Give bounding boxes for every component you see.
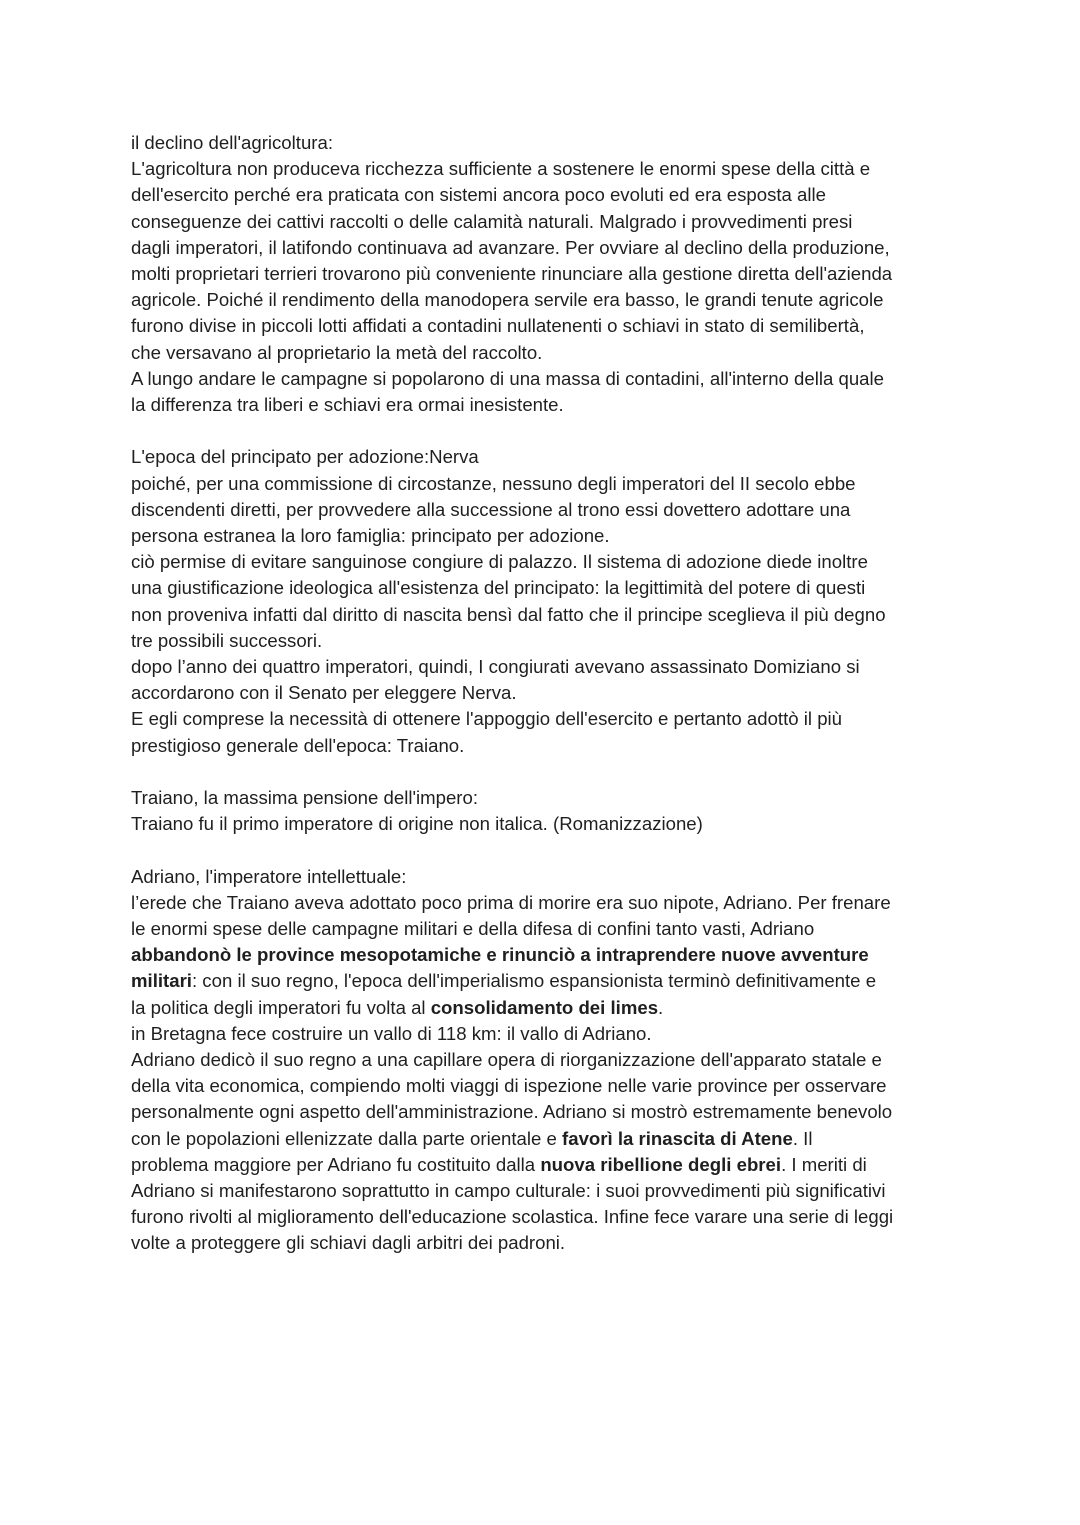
text-line xyxy=(131,811,961,837)
text-line xyxy=(131,313,961,339)
text-run: molti proprietari terrieri trovarono più conveniente rinunciare alla gestione diretta dell'azienda xyxy=(131,263,893,285)
text-run: le enormi spese delle campagne militari e della difesa di confini tanto vasti, Adriano xyxy=(131,918,815,940)
text-run: la differenza tra liberi e schiavi era ormai inesistente. xyxy=(131,394,564,416)
text-run: A lungo andare le campagne si popolarono di una massa di contadini, all'interno della quale xyxy=(131,367,884,389)
text-line xyxy=(131,995,961,1021)
text-line xyxy=(131,680,961,706)
text-run: accordarono con il Senato per eleggere Nerva. xyxy=(131,682,517,704)
text-run: L'agricoltura non produceva ricchezza sufficiente a sostenere le enormi spese della città e xyxy=(131,158,871,180)
text-line xyxy=(131,1021,961,1047)
text-run: personalmente ogni aspetto dell'amministrazione. Adriano si mostrò estremamente benevolo xyxy=(131,1101,893,1123)
section xyxy=(131,864,961,1257)
section xyxy=(131,130,961,418)
text-run: L'epoca del principato per adozione:Nerva xyxy=(131,446,479,468)
text-run: non proveniva infatti dal diritto di nascita bensì dal fatto che il principe sceglieva il più degno xyxy=(131,603,886,625)
text-line xyxy=(131,890,961,916)
text-run: Traiano fu il primo imperatore di origine non italica. (Romanizzazione) xyxy=(131,813,703,835)
text-run: . I meriti di xyxy=(781,1153,867,1175)
text-line xyxy=(131,209,961,235)
text-line xyxy=(131,942,961,968)
text-line xyxy=(131,1099,961,1125)
text-line xyxy=(131,287,961,313)
text-run: che versavano al proprietario la metà del raccolto. xyxy=(131,341,543,363)
text-line xyxy=(131,706,961,732)
text-line xyxy=(131,156,961,182)
bold-text: favorì la rinascita di Atene xyxy=(562,1127,793,1149)
text-line xyxy=(131,1178,961,1204)
section xyxy=(131,785,961,837)
text-line xyxy=(131,628,961,654)
text-line xyxy=(131,182,961,208)
text-line xyxy=(131,654,961,680)
text-run: volte a proteggere gli schiavi dagli arbitri dei padroni. xyxy=(131,1232,566,1254)
document-page xyxy=(131,130,961,1257)
text-line xyxy=(131,497,961,523)
text-line xyxy=(131,1126,961,1152)
text-line xyxy=(131,523,961,549)
text-run: E egli comprese la necessità di ottenere l'appoggio dell'esercito e pertanto adottò il più xyxy=(131,708,843,730)
text-run: conseguenze dei cattivi raccolti o delle calamità naturali. Malgrado i provvedimenti presi xyxy=(131,210,853,232)
text-run: prestigioso generale dell'epoca: Traiano. xyxy=(131,734,465,756)
text-line xyxy=(131,392,961,418)
text-line xyxy=(131,366,961,392)
text-run: Adriano, l'imperatore intellettuale: xyxy=(131,865,407,887)
text-run: agricole. Poiché il rendimento della manodopera servile era basso, le grandi tenute agricole xyxy=(131,289,884,311)
text-line xyxy=(131,340,961,366)
text-run: . Il xyxy=(792,1127,813,1149)
text-line xyxy=(131,261,961,287)
text-line xyxy=(131,1047,961,1073)
bold-text: nuova ribellione degli ebrei xyxy=(540,1153,782,1175)
text-run: dell'esercito perché era praticata con sistemi ancora poco evoluti ed era esposta alle xyxy=(131,184,827,206)
text-line xyxy=(131,1073,961,1099)
text-line xyxy=(131,1204,961,1230)
bold-text: militari xyxy=(131,970,192,992)
text-run: la politica degli imperatori fu volta al xyxy=(131,996,431,1018)
text-run: tre possibili successori. xyxy=(131,629,323,651)
text-line xyxy=(131,968,961,994)
text-run: il declino dell'agricoltura: xyxy=(131,132,333,153)
text-line xyxy=(131,130,961,156)
text-run: problema maggiore per Adriano fu costituito dalla xyxy=(131,1153,541,1175)
bold-text: abbandonò le province mesopotamiche e rinunciò a intraprendere nuove avventure xyxy=(131,944,869,966)
text-run: poiché, per una commissione di circostanze, nessuno degli imperatori del II secolo ebbe xyxy=(131,472,856,494)
text-line xyxy=(131,235,961,261)
text-line xyxy=(131,602,961,628)
text-run: Adriano si manifestarono soprattutto in campo culturale: i suoi provvedimenti più significativi xyxy=(131,1180,886,1202)
text-run: discendenti diretti, per provvedere alla successione al trono essi dovettero adottare una xyxy=(131,498,851,520)
text-line xyxy=(131,1152,961,1178)
text-run: con le popolazioni ellenizzate dalla parte orientale e xyxy=(131,1127,563,1149)
text-run: persona estranea la loro famiglia: principato per adozione. xyxy=(131,525,610,547)
text-run: dopo l’anno dei quattro imperatori, quindi, I congiurati avevano assassinato Domiziano si xyxy=(131,656,860,678)
text-run: Traiano, la massima pensione dell'impero: xyxy=(131,787,479,809)
text-run: una giustificazione ideologica all'esistenza del principato: la legittimità del potere di questi xyxy=(131,577,866,599)
text-line xyxy=(131,444,961,470)
text-line xyxy=(131,549,961,575)
text-run: l’erede che Traiano aveva adottato poco prima di morire era suo nipote, Adriano. Per frenare xyxy=(131,891,891,913)
text-run: . xyxy=(658,996,664,1018)
bold-text: consolidamento dei limes xyxy=(430,996,659,1018)
text-line xyxy=(131,785,961,811)
section xyxy=(131,444,961,758)
text-line xyxy=(131,916,961,942)
text-run: : con il suo regno, l'epoca dell'imperialismo espansionista terminò definitivamente e xyxy=(191,970,877,992)
text-line xyxy=(131,1230,961,1256)
paragraph-gap xyxy=(131,759,961,785)
text-run: della vita economica, compiendo molti viaggi di ispezione nelle varie province per osservare xyxy=(131,1075,887,1097)
text-run: in Bretagna fece costruire un vallo di 118 km: il vallo di Adriano. xyxy=(131,1022,652,1044)
text-run: ciò permise di evitare sanguinose congiure di palazzo. Il sistema di adozione diede inoltre xyxy=(131,551,868,573)
paragraph-gap xyxy=(131,837,961,863)
text-line xyxy=(131,733,961,759)
text-run: dagli imperatori, il latifondo continuava ad avanzare. Per ovviare al declino della produzione, xyxy=(131,236,890,258)
text-line xyxy=(131,864,961,890)
paragraph-gap xyxy=(131,418,961,444)
text-run: furono divise in piccoli lotti affidati a contadini nullatenenti o schiavi in stato di semilibertà, xyxy=(131,315,865,337)
text-line xyxy=(131,471,961,497)
text-run: Adriano dedicò il suo regno a una capillare opera di riorganizzazione dell'apparato statale e xyxy=(131,1049,882,1071)
text-line xyxy=(131,575,961,601)
text-run: furono rivolti al miglioramento dell'educazione scolastica. Infine fece varare una serie di leggi xyxy=(131,1206,894,1228)
